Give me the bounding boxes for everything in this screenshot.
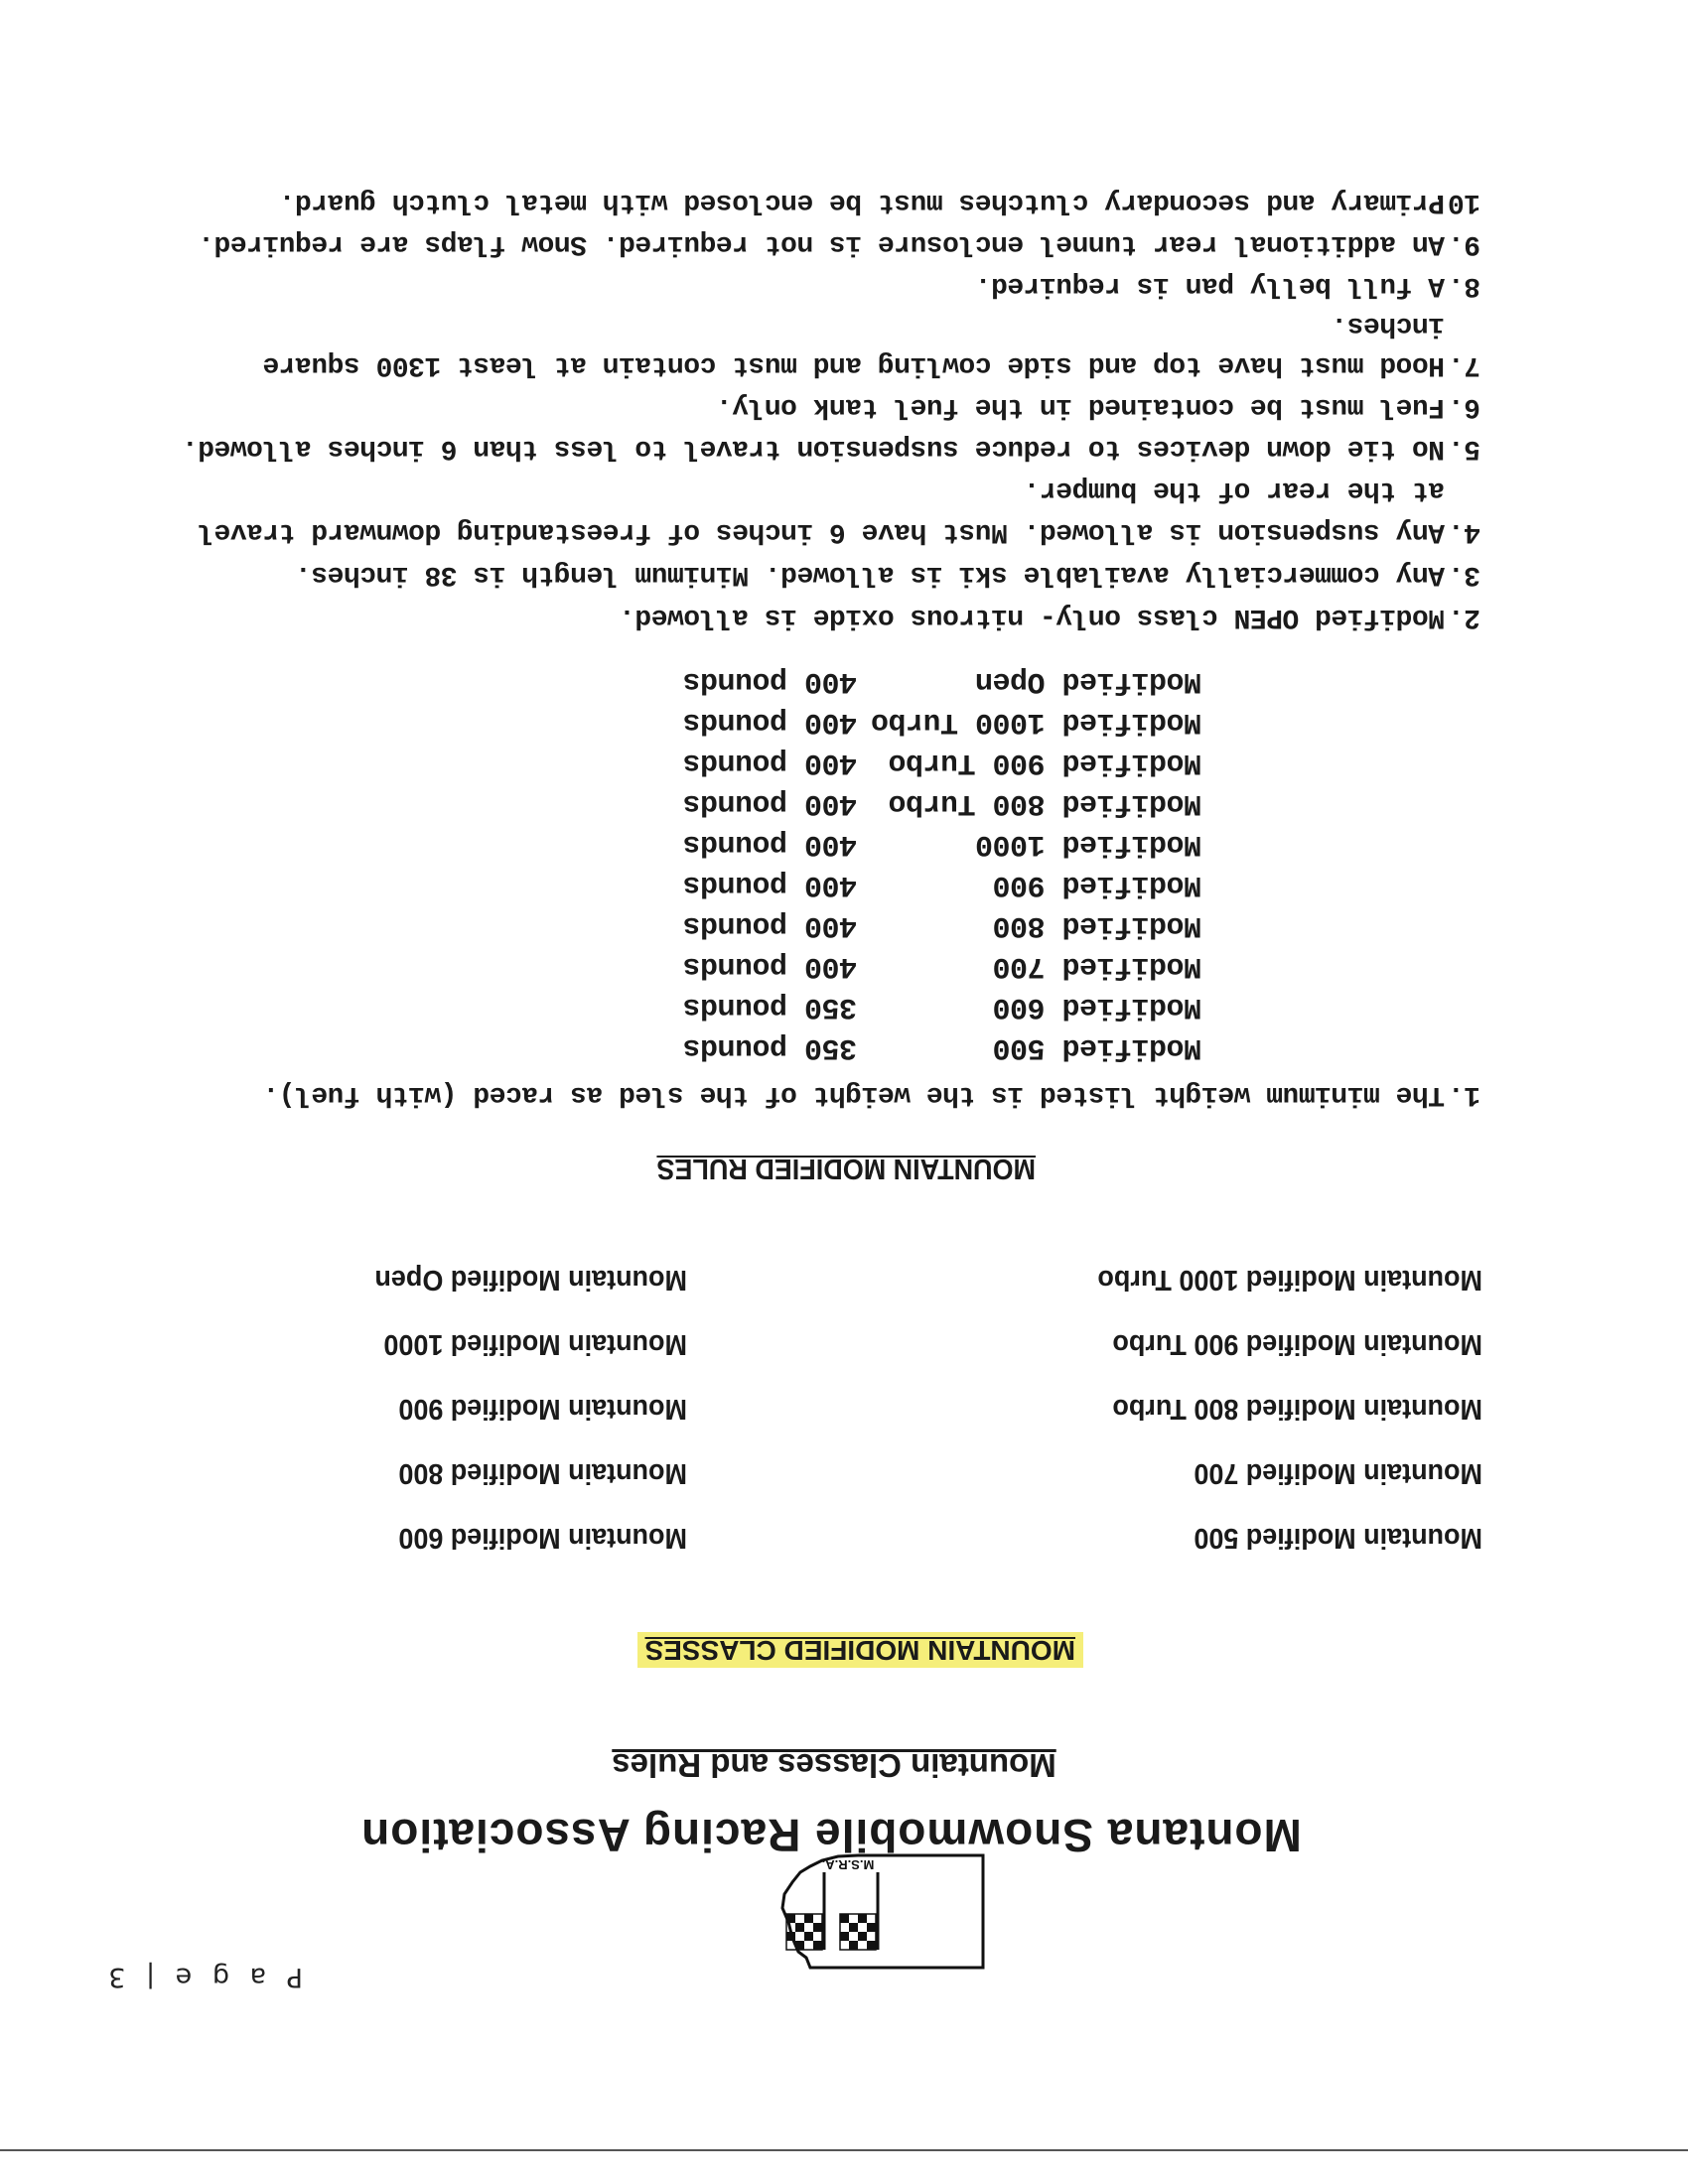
rule-item — [296, 559, 1481, 590]
rule-number: 2. — [1448, 602, 1480, 632]
rule-number: 4. — [1448, 516, 1480, 547]
scan-edge-line — [0, 2149, 1688, 2151]
rule-text: Modified OPEN class only- nitrous oxide is allowed. — [619, 602, 1445, 632]
rule-item — [199, 516, 1480, 547]
rule-text: An additional rear tunnel enclosure is not required. Snow flaps are required. — [198, 228, 1445, 259]
weight-value: 400 pounds — [682, 705, 857, 739]
rule-number: 1. — [1448, 1079, 1480, 1110]
class-item: Mountain Modified 1000 — [383, 1328, 687, 1360]
weight-class: Modified 1000 — [975, 827, 1201, 861]
rule-number: 8. — [1448, 270, 1480, 301]
class-item: Mountain Modified 1000 Turbo — [1097, 1264, 1482, 1296]
rule-item — [620, 602, 1480, 632]
rule-text: Fuel must be contained in the fuel tank only. — [716, 391, 1445, 422]
weight-class: Modified 1000 Turbo — [871, 705, 1201, 739]
rule-number: 5. — [1448, 433, 1480, 464]
rule-text: A full belly pan is required. — [975, 270, 1445, 301]
weight-class: Modified 900 Turbo — [888, 746, 1201, 779]
weight-class: Modified 800 — [992, 908, 1201, 942]
rule-text: Primary and secondary clutches must be enclosed with metal clutch guard. — [279, 187, 1445, 217]
weight-value: 400 pounds — [682, 786, 857, 820]
rule-number: 3. — [1448, 559, 1480, 590]
class-item: Mountain Modified 600 — [398, 1522, 687, 1554]
weight-class: Modified 800 Turbo — [888, 786, 1201, 820]
weight-value: 400 pounds — [682, 664, 857, 698]
weight-value: 350 pounds — [682, 990, 857, 1024]
rule-item — [279, 187, 1480, 217]
rule-number: 7. — [1448, 349, 1480, 380]
rule-text: Any suspension is allowed. Must have 6 inches of freestanding downward travel — [198, 516, 1445, 547]
rule-item — [263, 349, 1480, 380]
weight-value: 400 pounds — [682, 827, 857, 861]
rule-text: The minimum weight listed is the weight of the sled as raced (with fuel). — [262, 1079, 1445, 1110]
class-item: Mountain Modified 500 — [1194, 1522, 1482, 1554]
rule-item — [975, 270, 1480, 301]
rule-text: Any commercially available ski is allowed. Minimum length is 38 inches. — [295, 559, 1445, 590]
logo-text: M.S.R.A. — [821, 1857, 875, 1872]
class-item: Mountain Modified Open — [374, 1264, 687, 1296]
class-item: Mountain Modified 900 Turbo — [1112, 1328, 1482, 1360]
class-item: Mountain Modified 800 — [398, 1457, 687, 1489]
weight-class: Modified Open — [975, 664, 1201, 698]
rule-text: Hood must have top and side cowling and must contain at least 1300 square — [262, 349, 1445, 380]
rule-number: 10. — [1432, 187, 1480, 217]
document-title: Mountain Classes and Rules — [612, 1747, 1056, 1784]
rule-item — [199, 228, 1480, 259]
rule-number: 9. — [1448, 228, 1480, 259]
weight-value: 400 pounds — [682, 746, 857, 779]
rules-heading: MOUNTAIN MODIFIED RULES — [656, 1153, 1036, 1184]
class-item: Mountain Modified 700 — [1194, 1457, 1482, 1489]
msra-logo — [777, 1851, 987, 1972]
page-number: P a g e | 3 — [102, 1962, 303, 1992]
class-item: Mountain Modified 900 — [398, 1393, 687, 1425]
rule-continuation: inches. — [1331, 310, 1445, 341]
weight-value: 350 pounds — [682, 1030, 857, 1064]
weight-class: Modified 900 — [992, 868, 1201, 901]
rule-item — [263, 1079, 1480, 1110]
weight-class: Modified 500 — [992, 1030, 1201, 1064]
rule-item — [716, 391, 1480, 422]
classes-heading: MOUNTAIN MODIFIED CLASSES — [637, 1632, 1083, 1668]
organization-title: Montana Snowmobile Racing Association — [360, 1810, 1302, 1861]
rule-number: 6. — [1448, 391, 1480, 422]
weight-value: 400 pounds — [682, 908, 857, 942]
class-item: Mountain Modified 800 Turbo — [1112, 1393, 1482, 1425]
rule-item — [182, 433, 1480, 464]
weight-value: 400 pounds — [682, 868, 857, 901]
rule-text: No tie down devices to reduce suspension travel to less than 6 inches allowed. — [182, 433, 1445, 464]
weight-class: Modified 700 — [992, 949, 1201, 983]
weight-class: Modified 600 — [992, 990, 1201, 1024]
weight-value: 400 pounds — [682, 949, 857, 983]
rule-continuation: at the rear of the bumper. — [1024, 475, 1445, 505]
